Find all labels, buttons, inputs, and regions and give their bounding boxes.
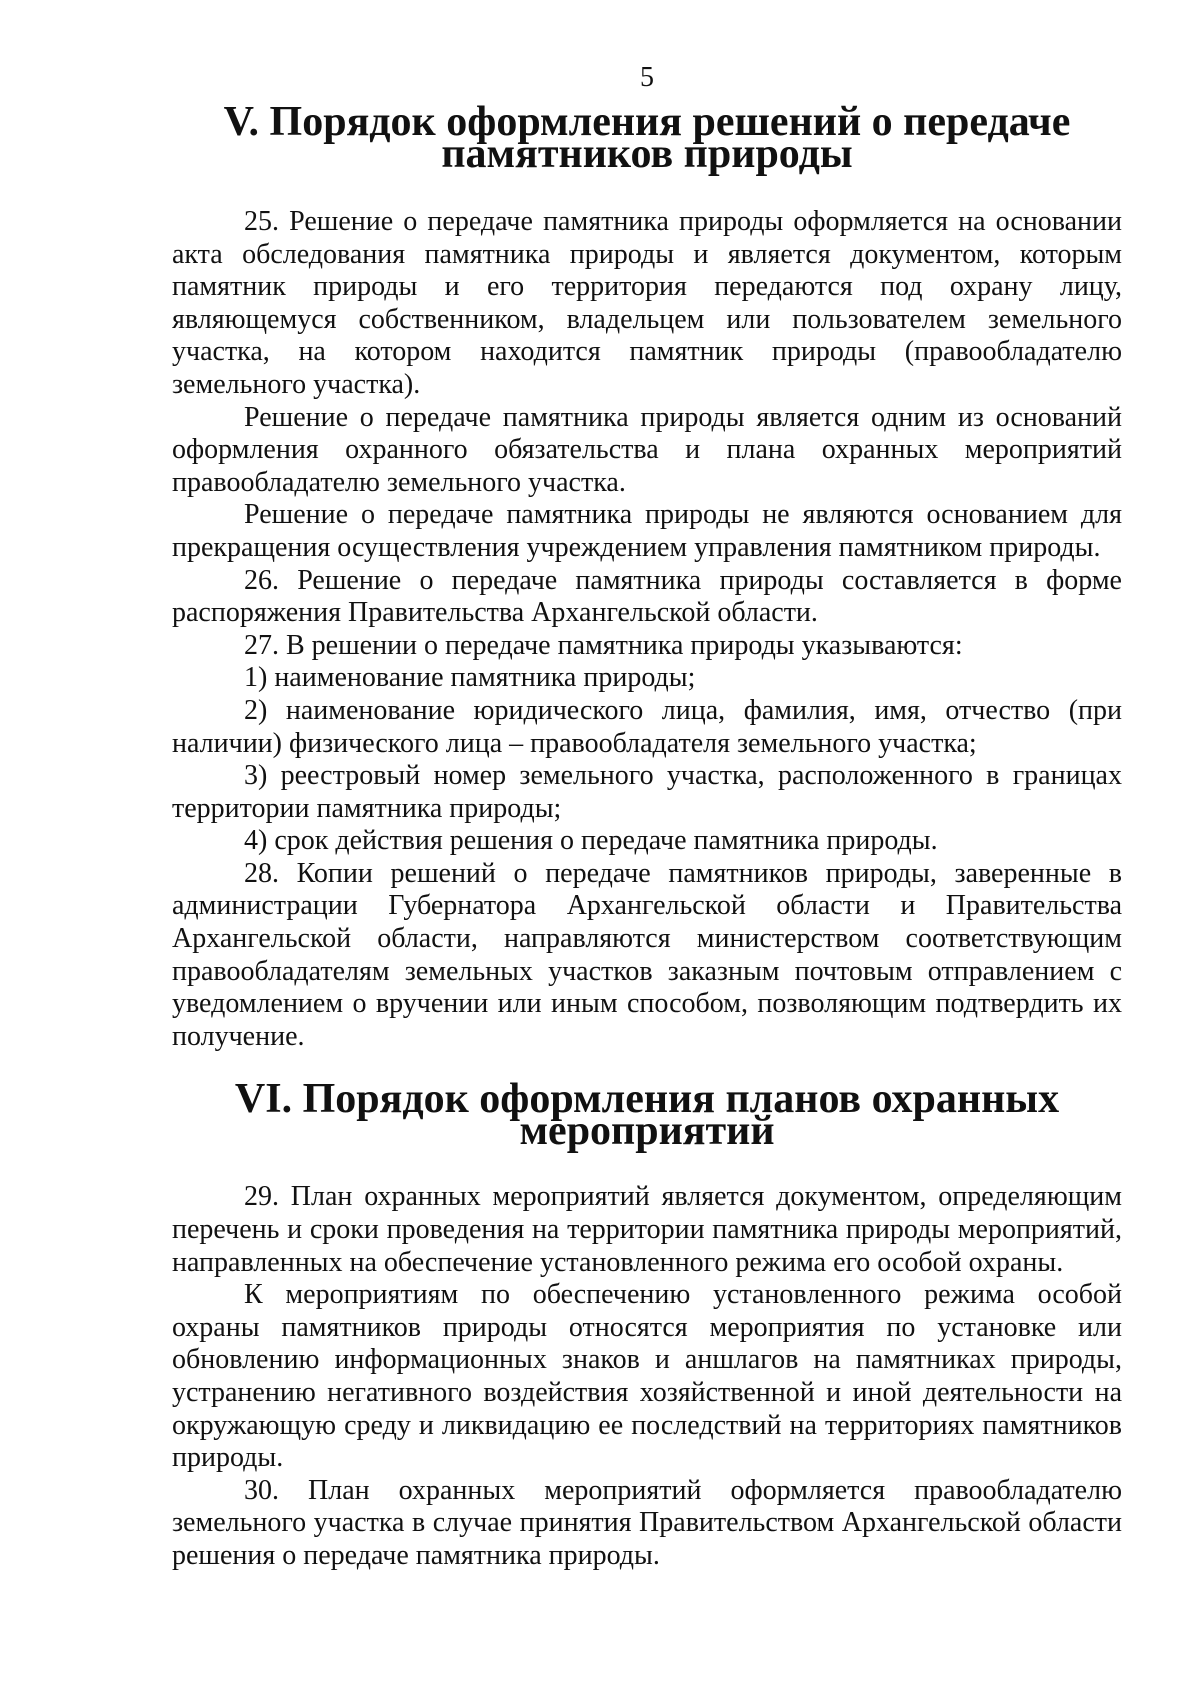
- page-number: 5: [640, 62, 654, 93]
- section-vi-body: [172, 1181, 1122, 1572]
- section-heading-vi: VI. Порядок оформления планов охранных мероприятий: [234, 1076, 1060, 1155]
- list-item-3: 3) реестровый номер земельного участка, расположенного в границах территории памятника природы;: [172, 760, 1122, 824]
- list-item-1: 1) наименование памятника природы;: [244, 662, 696, 694]
- section-heading-v: V. Порядок оформления решений о передаче памятников природы: [223, 99, 1071, 177]
- section-v-body: [172, 206, 1122, 1053]
- paragraph-29: 29. План охранных мероприятий является документом, определяющим перечень и сроки проведения на территории памятника природы мероприятий, направленных на обеспечение установленного режима его особой охраны.: [172, 1181, 1122, 1278]
- paragraph-25-part-3: Решение о передаче памятника природы не являются основанием для прекращения осуществления учреждением управления памятником природы.: [172, 499, 1122, 563]
- paragraph-26: 26. Решение о передаче памятника природы составляется в форме распоряжения Правительства Архангельской области.: [172, 564, 1122, 629]
- paragraph-27: 27. В решении о передаче памятника природы указываются:: [244, 629, 963, 661]
- list-item-4: 4) срок действия решения о передаче памятника природы.: [244, 825, 938, 857]
- paragraph-25-part-2: Решение о передаче памятника природы является одним из оснований оформления охранного обязательства и плана охранных мероприятий правообладателю земельного участка.: [172, 401, 1122, 498]
- paragraph-28: 28. Копии решений о передаче памятников природы, заверенные в администрации Губернатора Архангельской области и Правительства Архангельской области, направляются министерством соответствующим правообладателям земельных участков заказным почтовым отправлением с уведомлением о вручении или иным способом, позволяющим подтвердить их получение.: [172, 857, 1122, 1052]
- list-item-2: 2) наименование юридического лица, фамилия, имя, отчество (при наличии) физического лица – правообладателя земельного участка;: [172, 694, 1122, 759]
- document-page: [172, 62, 1122, 1573]
- paragraph-29-part-2: К мероприятиям по обеспечению установленного режима особой охраны памятников природы относятся мероприятия по установке или обновлению информационных знаков и аншлагов на памятниках природы, устранению негативного воздействия хозяйственной и иной деятельности на окружающую среду и ликвидацию ее последствий на территориях памятников природы.: [172, 1279, 1122, 1474]
- paragraph-30: 30. План охранных мероприятий оформляется правообладателю земельного участка в случае принятия Правительством Архангельской области решения о передаче памятника природы.: [172, 1474, 1122, 1571]
- paragraph-25: 25. Решение о передаче памятника природы оформляется на основании акта обследования памятника природы и является документом, которым памятник природы и его территория передаются под охрану лицу, являющемуся собственником, владельцем или пользователем земельного участка, на котором находится памятник природы (правообладателю земельного участка).: [172, 206, 1122, 400]
